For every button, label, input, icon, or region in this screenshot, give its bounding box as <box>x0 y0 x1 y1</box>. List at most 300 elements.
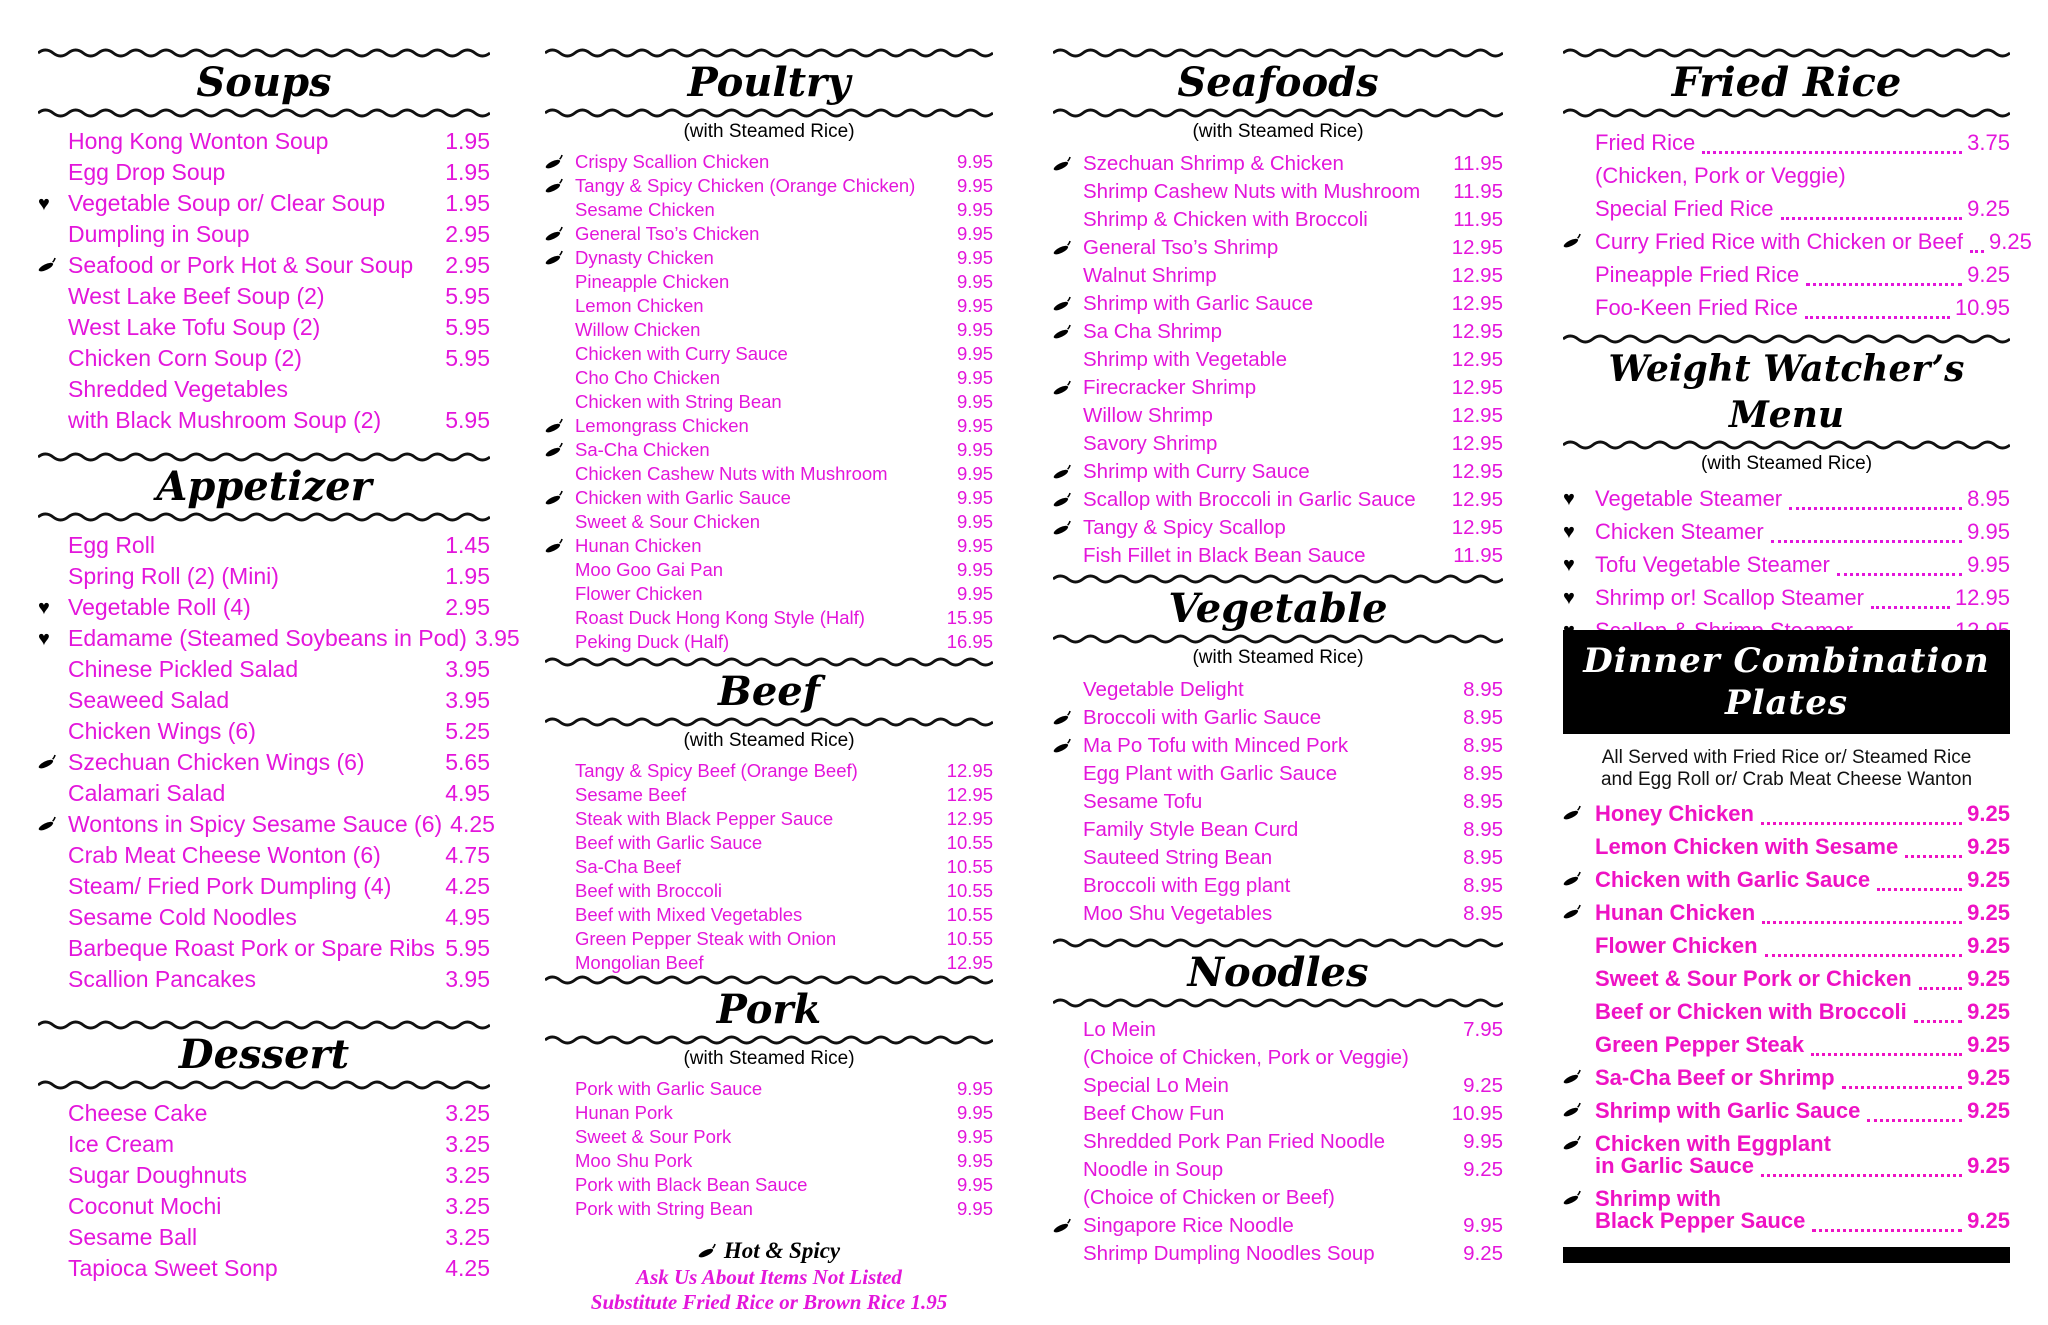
menu-item <box>1563 1204 2010 1237</box>
chili-icon <box>38 256 57 275</box>
menu-item <box>1053 704 1503 732</box>
chili-icon <box>1053 491 1072 510</box>
item-price: 2.95 <box>445 594 490 620</box>
menu-item <box>545 318 993 342</box>
menu-item <box>38 188 490 219</box>
chili-icon <box>1563 1101 1595 1120</box>
item-price: 3.95 <box>445 656 490 682</box>
chili-icon <box>1563 1068 1595 1087</box>
menu-item <box>1563 291 2010 324</box>
item-name: Shredded Pork Pan Fried Noodle <box>1083 1130 1385 1153</box>
item-name: Seafood or Pork Hot & Sour Soup <box>68 252 414 278</box>
item-name: Shrimp with <box>1595 1186 1721 1211</box>
chili-icon <box>1053 463 1072 482</box>
section-title: Dessert <box>178 1031 350 1078</box>
chili-icon <box>1563 1189 1582 1208</box>
menu-item <box>1053 1016 1503 1044</box>
item-name: Sesame Cold Noodles <box>68 904 297 930</box>
section-notes <box>1563 747 2010 791</box>
item-name: Family Style Bean Curd <box>1083 818 1299 841</box>
squiggle-divider <box>38 510 490 524</box>
heart-icon: ♥ <box>38 192 50 215</box>
item-price: 9.95 <box>956 223 993 244</box>
item-price: 1.95 <box>445 159 490 185</box>
item-price: 9.25 <box>1989 229 2032 254</box>
item-name: Cho Cho Chicken <box>575 367 720 388</box>
item-price: 3.25 <box>445 1100 490 1126</box>
squiggle-divider <box>1053 936 1503 950</box>
section-title: Soups <box>196 59 332 106</box>
item-price: 3.95 <box>445 966 490 992</box>
chili-icon <box>545 153 564 172</box>
item-name: Walnut Shrimp <box>1083 264 1217 287</box>
section-items <box>1053 1016 1503 1268</box>
item-price: 1.95 <box>445 190 490 216</box>
item-name: Chicken with String Bean <box>575 391 782 412</box>
squiggle-divider <box>38 1018 490 1032</box>
section-title: Noodles <box>1187 949 1369 996</box>
chili-icon <box>1053 323 1083 342</box>
chili-icon <box>545 417 564 436</box>
item-name: Chicken with Eggplant <box>1595 1131 1831 1156</box>
menu-item <box>545 438 993 462</box>
chili-icon <box>38 815 68 834</box>
item-price: 8.95 <box>1463 678 1503 701</box>
section-poultry <box>545 46 993 654</box>
menu-item <box>38 343 490 374</box>
item-name: Fish Fillet in Black Bean Sauce <box>1083 544 1366 567</box>
squiggle-divider <box>38 106 490 120</box>
menu-item <box>38 716 490 747</box>
dot-leader <box>1970 250 1984 253</box>
chili-icon <box>545 489 575 508</box>
section-subtitle: (with Steamed Rice) <box>1192 121 1364 142</box>
menu-item <box>1053 262 1503 290</box>
item-name: Special Fried Rice <box>1595 196 1774 221</box>
item-price: 12.95 <box>1954 585 2010 610</box>
menu-item <box>38 778 490 809</box>
dot-leader <box>1842 1086 1963 1089</box>
item-name: Hunan Pork <box>575 1102 673 1123</box>
note-line: and Egg Roll or/ Crab Meat Cheese Wanton <box>1600 769 1973 790</box>
item-name: Sweet & Sour Chicken <box>575 511 761 532</box>
item-name: Shrimp with Garlic Sauce <box>1595 1098 1861 1123</box>
item-price: 9.95 <box>956 343 993 364</box>
menu-item <box>1053 346 1503 374</box>
section-items <box>38 126 490 436</box>
item-name: in Garlic Sauce <box>1595 1153 1754 1178</box>
item-price: 4.25 <box>445 873 490 899</box>
footer-text: Ask Us About Items Not Listed <box>636 1265 902 1289</box>
menu-item <box>38 530 490 561</box>
item-name: Firecracker Shrimp <box>1083 376 1257 399</box>
menu-item <box>545 927 993 951</box>
item-name: Ice Cream <box>68 1131 175 1157</box>
squiggle-divider <box>1053 996 1503 1010</box>
item-name: Shredded Vegetables <box>68 376 288 402</box>
item-name: Calamari Salad <box>68 780 226 806</box>
item-name: Mongolian Beef <box>575 952 704 973</box>
item-price: 9.95 <box>956 295 993 316</box>
dot-leader <box>1761 822 1962 825</box>
section-items <box>1563 482 2010 647</box>
item-price: 9.95 <box>1463 1130 1503 1153</box>
item-name: Sweet & Sour Pork <box>575 1126 732 1147</box>
item-name: Sesame Ball <box>68 1224 198 1250</box>
item-price: 9.95 <box>956 247 993 268</box>
item-price: 9.95 <box>956 271 993 292</box>
menu-item <box>1563 159 2010 192</box>
menu-item <box>38 592 490 623</box>
item-price: 8.95 <box>1967 486 2010 511</box>
menu-item <box>38 157 490 188</box>
menu-item <box>1053 178 1503 206</box>
menu-item <box>38 219 490 250</box>
item-price: 8.95 <box>1463 818 1503 841</box>
item-name: Tofu Vegetable Steamer <box>1595 552 1830 577</box>
menu-item <box>1053 374 1503 402</box>
menu-item <box>1563 126 2010 159</box>
menu-item <box>1053 234 1503 262</box>
item-name: Shrimp or! Scallop Steamer <box>1595 585 1864 610</box>
menu-item <box>38 654 490 685</box>
item-price: 9.25 <box>1967 196 2010 221</box>
chili-icon <box>545 153 575 172</box>
dot-leader <box>1762 921 1962 924</box>
item-name: with Black Mushroom Soup (2) <box>68 407 382 433</box>
item-name: Foo-Keen Fried Rice <box>1595 295 1798 320</box>
item-name: Shrimp & Chicken with Broccoli <box>1083 208 1368 231</box>
menu-item <box>38 809 495 840</box>
item-price: 9.95 <box>956 367 993 388</box>
item-name: Steak with Black Pepper Sauce <box>575 808 834 829</box>
item-price: 9.25 <box>1967 933 2010 958</box>
item-name: Vegetable Roll (4) <box>68 594 251 620</box>
item-name: Sa-Cha Chicken <box>575 439 710 460</box>
item-name: Chicken with Garlic Sauce <box>575 487 791 508</box>
item-name: Sa-Cha Beef or Shrimp <box>1595 1065 1835 1090</box>
item-name: Szechuan Shrimp & Chicken <box>1083 152 1344 175</box>
item-name: Pineapple Fried Rice <box>1595 262 1800 287</box>
section-items <box>38 1098 490 1284</box>
item-price: 12.95 <box>946 784 993 805</box>
item-name: Shrimp Dumpling Noodles Soup <box>1083 1242 1375 1265</box>
item-price: 8.95 <box>1463 874 1503 897</box>
item-name: Sa Cha Shrimp <box>1083 320 1223 343</box>
item-name: Egg Roll <box>68 532 155 558</box>
item-price: 10.95 <box>1451 1102 1503 1125</box>
item-price: 3.25 <box>445 1224 490 1250</box>
chili-icon <box>698 1242 717 1261</box>
menu-item <box>1053 486 1503 514</box>
menu-item <box>38 871 490 902</box>
chili-icon <box>1053 519 1072 538</box>
menu-item <box>545 198 993 222</box>
item-price: 12.95 <box>946 808 993 829</box>
item-name: Chicken with Curry Sauce <box>575 343 788 364</box>
menu-item <box>1053 542 1503 570</box>
chili-icon <box>38 256 68 275</box>
item-name: Green Pepper Steak <box>1595 1032 1805 1057</box>
item-name: Steam/ Fried Pork Dumpling (4) <box>68 873 392 899</box>
section-subtitle: (with Steamed Rice) <box>1192 647 1364 668</box>
menu-item <box>1053 872 1503 900</box>
item-price: 15.95 <box>946 607 993 628</box>
menu-item <box>1563 929 2010 962</box>
dot-leader <box>1771 540 1962 543</box>
section-title: Fried Rice <box>1671 59 1902 106</box>
item-price: 12.95 <box>1451 348 1503 371</box>
item-price: 1.95 <box>445 563 490 589</box>
item-price: 9.95 <box>956 199 993 220</box>
item-price: 8.95 <box>1463 846 1503 869</box>
section-weight-watchers <box>1563 332 2010 647</box>
menu-item <box>545 1077 993 1101</box>
item-price: 11.95 <box>1453 544 1503 567</box>
section-items <box>1053 676 1503 928</box>
item-name: Szechuan Chicken Wings (6) <box>68 749 365 775</box>
chili-icon <box>545 177 575 196</box>
menu-item <box>1563 581 2010 614</box>
item-name: Beef or Chicken with Broccoli <box>1595 999 1907 1024</box>
item-name: Beef Chow Fun <box>1083 1102 1225 1125</box>
item-name: Chinese Pickled Salad <box>68 656 299 682</box>
menu-item <box>1563 797 2010 830</box>
chili-icon <box>1053 519 1083 538</box>
menu-item <box>1563 515 2010 548</box>
item-name: Tangy & Spicy Beef (Orange Beef) <box>575 760 858 781</box>
item-name: Shrimp with Vegetable <box>1083 348 1287 371</box>
chili-icon <box>1563 232 1582 251</box>
item-price: 9.95 <box>956 415 993 436</box>
chili-icon <box>1563 903 1582 922</box>
menu-item <box>1053 1072 1503 1100</box>
chili-icon <box>1053 491 1083 510</box>
item-name: Lemon Chicken <box>575 295 704 316</box>
menu-item <box>1563 1094 2010 1127</box>
item-name: Sesame Tofu <box>1083 790 1203 813</box>
item-price: 9.25 <box>1967 801 2010 826</box>
item-price: 9.95 <box>956 151 993 172</box>
menu-item <box>545 414 993 438</box>
item-price: 3.95 <box>474 625 520 651</box>
menu-item <box>1563 863 2010 896</box>
item-price: 11.95 <box>1453 152 1503 175</box>
menu-item <box>545 270 993 294</box>
menu-item <box>38 685 490 716</box>
menu-item <box>545 1101 993 1125</box>
item-price: 5.95 <box>445 283 490 309</box>
item-name: Lemongrass Chicken <box>575 415 749 436</box>
chili-icon <box>545 177 564 196</box>
dot-leader <box>1871 606 1950 609</box>
item-name: Moo Goo Gai Pan <box>575 559 724 580</box>
item-name: Peking Duck (Half) <box>575 631 730 652</box>
footer-text: Substitute Fried Rice or Brown Rice 1.95 <box>590 1290 948 1314</box>
menu-item <box>38 1129 490 1160</box>
section-noodles <box>1053 936 1503 1268</box>
menu-item <box>1053 676 1503 704</box>
chili-icon <box>1053 155 1072 174</box>
squiggle-divider <box>1053 572 1503 586</box>
section-appetizer <box>38 450 520 995</box>
section-vegetable <box>1053 572 1503 928</box>
item-price: 12.95 <box>1451 320 1503 343</box>
menu-item <box>38 126 490 157</box>
section-dessert <box>38 1018 490 1284</box>
dot-leader <box>1919 987 1963 990</box>
item-name: Willow Chicken <box>575 319 701 340</box>
item-price: 12.95 <box>1451 292 1503 315</box>
menu-item <box>1563 482 2010 515</box>
chili-icon <box>545 225 575 244</box>
item-name: Chicken Wings (6) <box>68 718 256 744</box>
menu-item <box>1563 192 2010 225</box>
menu-item <box>1563 896 2010 929</box>
item-price: 2.95 <box>445 252 490 278</box>
menu-item <box>38 250 490 281</box>
menu-item <box>545 1125 993 1149</box>
dot-leader <box>1867 1119 1962 1122</box>
item-name: Vegetable Delight <box>1083 678 1244 701</box>
menu-item <box>38 623 520 654</box>
menu-item <box>1053 844 1503 872</box>
item-name: Willow Shrimp <box>1083 404 1213 427</box>
item-name: Dynasty Chicken <box>575 247 714 268</box>
item-name: Scallion Pancakes <box>68 966 256 992</box>
menu-item <box>1563 258 2010 291</box>
item-price: 9.95 <box>956 1150 993 1171</box>
item-price: 7.95 <box>1463 1018 1503 1041</box>
footer-note <box>545 1265 993 1290</box>
item-price: 9.95 <box>956 1102 993 1123</box>
squiggle-divider <box>545 655 993 669</box>
item-name: Wontons in Spicy Sesame Sauce (6) <box>68 811 443 837</box>
footer-note <box>545 1237 993 1265</box>
item-name: Moo Shu Pork <box>575 1150 693 1171</box>
chili-icon <box>1053 323 1072 342</box>
item-price: 9.25 <box>1967 1098 2010 1123</box>
item-name: Singapore Rice Noodle <box>1083 1214 1294 1237</box>
menu-item <box>38 1191 490 1222</box>
item-price: 5.65 <box>445 749 490 775</box>
heart-icon: ♥ <box>1563 487 1575 510</box>
chili-icon <box>1053 239 1083 258</box>
section-items <box>545 759 993 975</box>
section-dinner-combination <box>1563 630 2010 1237</box>
item-price: 9.25 <box>1967 966 2010 991</box>
menu-item <box>1053 1212 1503 1240</box>
section-title: Appetizer <box>156 463 372 510</box>
section-subtitle: (with Steamed Rice) <box>1700 453 1873 474</box>
item-price: 8.95 <box>1463 734 1503 757</box>
heart-icon: ♥ <box>38 596 50 619</box>
item-price: 9.95 <box>956 583 993 604</box>
section-title: Weight Watcher’s Menu <box>1608 348 1965 436</box>
menu-item <box>38 1098 490 1129</box>
menu-item <box>38 747 490 778</box>
item-price: 4.25 <box>445 1255 490 1281</box>
item-price: 3.25 <box>445 1162 490 1188</box>
menu-item <box>38 1160 490 1191</box>
item-name: Coconut Mochi <box>68 1193 222 1219</box>
item-name: Beef with Garlic Sauce <box>575 832 763 853</box>
section-pork <box>545 973 993 1315</box>
item-name: Shrimp with Curry Sauce <box>1083 460 1310 483</box>
menu-item <box>38 964 490 995</box>
chili-icon <box>38 753 68 772</box>
item-name: Sesame Chicken <box>575 199 715 220</box>
item-name: Vegetable Steamer <box>1595 486 1783 511</box>
chili-icon <box>545 537 575 556</box>
item-price: 9.95 <box>956 463 993 484</box>
squiggle-divider <box>1053 632 1503 646</box>
menu-item <box>1053 788 1503 816</box>
chili-icon <box>1563 870 1582 889</box>
menu-item <box>1053 1100 1503 1128</box>
chili-icon <box>1563 804 1595 823</box>
item-price: 9.95 <box>956 439 993 460</box>
section-subtitle: (with Steamed Rice) <box>683 1048 855 1069</box>
item-price: 9.95 <box>956 535 993 556</box>
menu-column-2 <box>545 0 993 1325</box>
item-price: 12.95 <box>1451 376 1503 399</box>
menu-item <box>1053 458 1503 486</box>
menu-item <box>38 405 490 436</box>
section-title: Poultry <box>687 59 851 106</box>
item-name: Cheese Cake <box>68 1100 208 1126</box>
item-price: 10.55 <box>946 928 993 949</box>
heart-icon: ♥ <box>1563 586 1575 609</box>
menu-item <box>545 855 993 879</box>
item-name: Chicken with Garlic Sauce <box>1595 867 1871 892</box>
footer-text: Hot & Spicy <box>723 1238 841 1263</box>
item-name: Broccoli with Garlic Sauce <box>1083 706 1322 729</box>
item-price: 9.25 <box>1967 1065 2010 1090</box>
squiggle-divider <box>545 715 993 729</box>
menu-item <box>1053 430 1503 458</box>
section-items <box>38 530 520 995</box>
menu-item <box>38 902 490 933</box>
item-price: 4.95 <box>445 780 490 806</box>
menu-item <box>38 1253 490 1284</box>
menu-column-4 <box>1563 0 2032 1325</box>
item-name: Pork with Black Bean Sauce <box>575 1174 808 1195</box>
menu-item <box>545 246 993 270</box>
item-price: 9.25 <box>1967 834 2010 859</box>
item-name: Black Pepper Sauce <box>1595 1208 1806 1233</box>
menu-item <box>1053 1156 1503 1184</box>
item-price: 10.55 <box>946 880 993 901</box>
squiggle-divider <box>38 46 490 60</box>
bottom-bar-decoration <box>1563 1247 2010 1263</box>
menu-item <box>545 390 993 414</box>
menu-item <box>545 1149 993 1173</box>
menu-item <box>1053 150 1503 178</box>
item-price: 9.95 <box>1967 552 2010 577</box>
menu-item <box>1053 206 1503 234</box>
item-name: (Choice of Chicken or Beef) <box>1083 1186 1335 1209</box>
menu-column-1 <box>38 0 520 1325</box>
chili-icon <box>1053 463 1083 482</box>
chili-icon <box>1053 379 1072 398</box>
menu-item <box>545 558 993 582</box>
chili-icon <box>1053 295 1072 314</box>
menu-item <box>545 1197 993 1221</box>
squiggle-divider <box>545 973 993 987</box>
chili-icon <box>545 537 564 556</box>
chili-icon <box>545 441 575 460</box>
